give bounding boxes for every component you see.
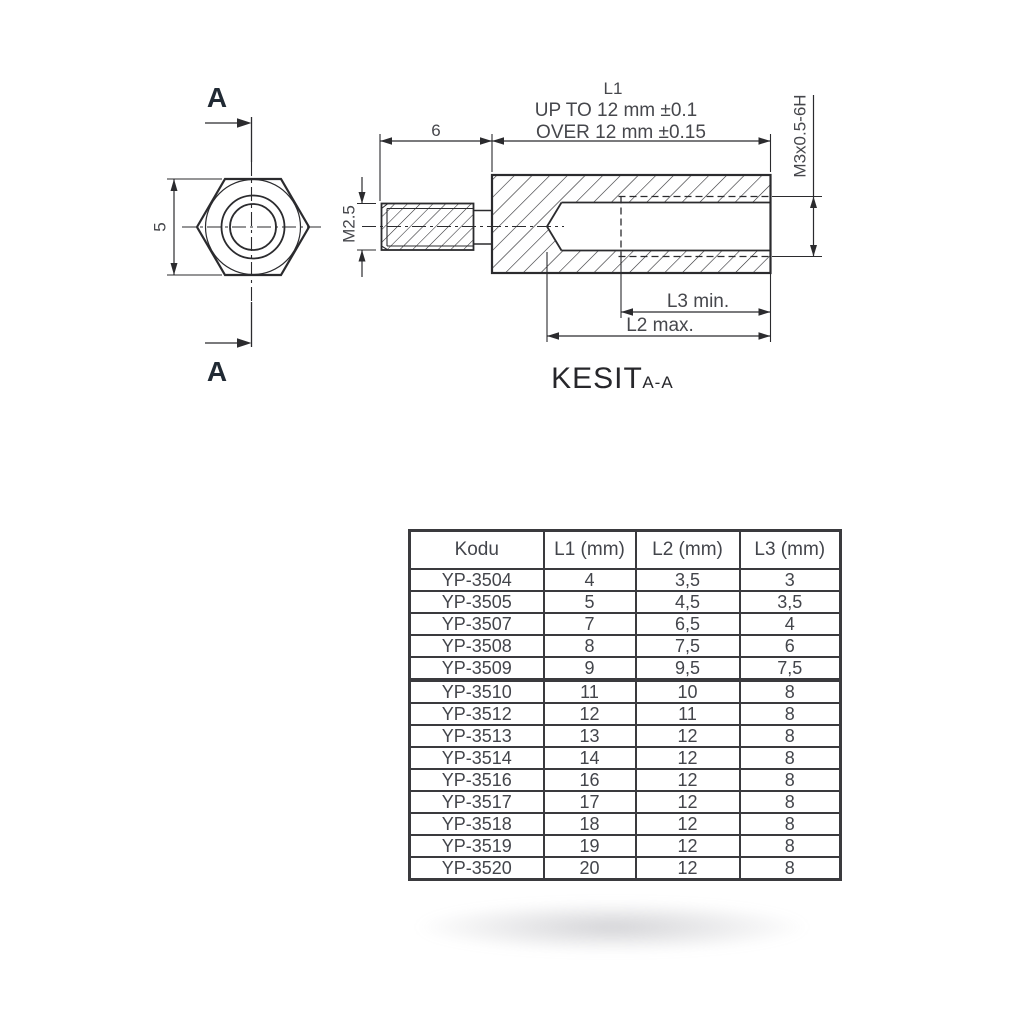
value-cell: 12 <box>636 813 740 835</box>
technical-drawing <box>0 0 1024 500</box>
code-cell: YP-3513 <box>410 725 544 747</box>
table-row <box>410 791 841 813</box>
value-cell: 4 <box>740 613 841 635</box>
value-cell: 14 <box>544 747 636 769</box>
code-cell: YP-3518 <box>410 813 544 835</box>
spec-table-header-row <box>410 531 841 570</box>
l2-dim-label: L2 max. <box>626 315 694 336</box>
table-row <box>410 635 841 657</box>
value-cell: 8 <box>740 813 841 835</box>
code-cell: YP-3520 <box>410 857 544 880</box>
value-cell: 5 <box>544 591 636 613</box>
table-row <box>410 569 841 591</box>
value-cell: 8 <box>740 835 841 857</box>
value-cell: 8 <box>740 769 841 791</box>
value-cell: 13 <box>544 725 636 747</box>
value-cell: 3,5 <box>740 591 841 613</box>
spec-table-container <box>408 529 842 881</box>
value-cell: 8 <box>740 791 841 813</box>
value-cell: 11 <box>544 680 636 703</box>
header-cell: L3 (mm) <box>740 531 841 570</box>
hex-width-dim-label: 5 <box>150 222 170 232</box>
value-cell: 16 <box>544 769 636 791</box>
value-cell: 19 <box>544 835 636 857</box>
scan-shadow <box>338 891 886 963</box>
header-cell: Kodu <box>410 531 544 570</box>
code-cell: YP-3510 <box>410 680 544 703</box>
table-row <box>410 747 841 769</box>
code-cell: YP-3517 <box>410 791 544 813</box>
value-cell: 4 <box>544 569 636 591</box>
value-cell: 12 <box>544 703 636 725</box>
value-cell: 8 <box>544 635 636 657</box>
value-cell: 12 <box>636 835 740 857</box>
code-cell: YP-3504 <box>410 569 544 591</box>
value-cell: 6,5 <box>636 613 740 635</box>
internal-thread-label: M3x0.5-6H <box>790 94 810 178</box>
table-row <box>410 703 841 725</box>
code-cell: YP-3509 <box>410 657 544 680</box>
value-cell: 12 <box>636 857 740 880</box>
value-cell: 12 <box>636 725 740 747</box>
table-row <box>410 835 841 857</box>
value-cell: 12 <box>636 791 740 813</box>
table-row <box>410 657 841 680</box>
table-row <box>410 680 841 703</box>
value-cell: 17 <box>544 791 636 813</box>
value-cell: 3 <box>740 569 841 591</box>
stud-thread-label: M2.5 <box>339 205 359 243</box>
code-cell: YP-3514 <box>410 747 544 769</box>
section-title: KESIT <box>551 362 643 395</box>
l3-dim-label: L3 min. <box>666 291 730 312</box>
header-cell: L1 (mm) <box>544 531 636 570</box>
code-cell: YP-3512 <box>410 703 544 725</box>
section-letter-bottom: A <box>206 356 228 387</box>
value-cell: 9,5 <box>636 657 740 680</box>
table-row <box>410 857 841 880</box>
value-cell: 7,5 <box>740 657 841 680</box>
value-cell: 10 <box>636 680 740 703</box>
value-cell: 7,5 <box>636 635 740 657</box>
value-cell: 8 <box>740 703 841 725</box>
value-cell: 18 <box>544 813 636 835</box>
code-cell: YP-3519 <box>410 835 544 857</box>
value-cell: 20 <box>544 857 636 880</box>
code-cell: YP-3516 <box>410 769 544 791</box>
section-letter-top: A <box>206 82 228 113</box>
code-cell: YP-3505 <box>410 591 544 613</box>
value-cell: 8 <box>740 725 841 747</box>
value-cell: 4,5 <box>636 591 740 613</box>
l1-tolerance-line1: UP TO 12 mm ±0.1 <box>534 100 698 121</box>
hex-end-view <box>167 117 323 348</box>
value-cell: 8 <box>740 747 841 769</box>
code-cell: YP-3508 <box>410 635 544 657</box>
value-cell: 7 <box>544 613 636 635</box>
section-arrow-top <box>205 118 252 127</box>
value-cell: 11 <box>636 703 740 725</box>
section-title-suffix: A-A <box>642 373 674 392</box>
value-cell: 12 <box>636 747 740 769</box>
value-cell: 9 <box>544 657 636 680</box>
code-cell: YP-3507 <box>410 613 544 635</box>
table-row <box>410 591 841 613</box>
value-cell: 8 <box>740 680 841 703</box>
l1-title-label: L1 <box>603 79 623 98</box>
table-row <box>410 613 841 635</box>
value-cell: 6 <box>740 635 841 657</box>
spec-table <box>408 529 842 881</box>
value-cell: 8 <box>740 857 841 880</box>
value-cell: 12 <box>636 769 740 791</box>
header-cell: L2 (mm) <box>636 531 740 570</box>
stud-length-dim-label: 6 <box>431 121 441 140</box>
l1-tolerance-line2: OVER 12 mm ±0.15 <box>536 122 706 143</box>
spec-table-body <box>410 569 841 880</box>
value-cell: 3,5 <box>636 569 740 591</box>
section-arrow-bottom <box>205 338 252 347</box>
table-row <box>410 813 841 835</box>
table-row <box>410 725 841 747</box>
stud-length-dimension <box>380 134 492 201</box>
table-row <box>410 769 841 791</box>
